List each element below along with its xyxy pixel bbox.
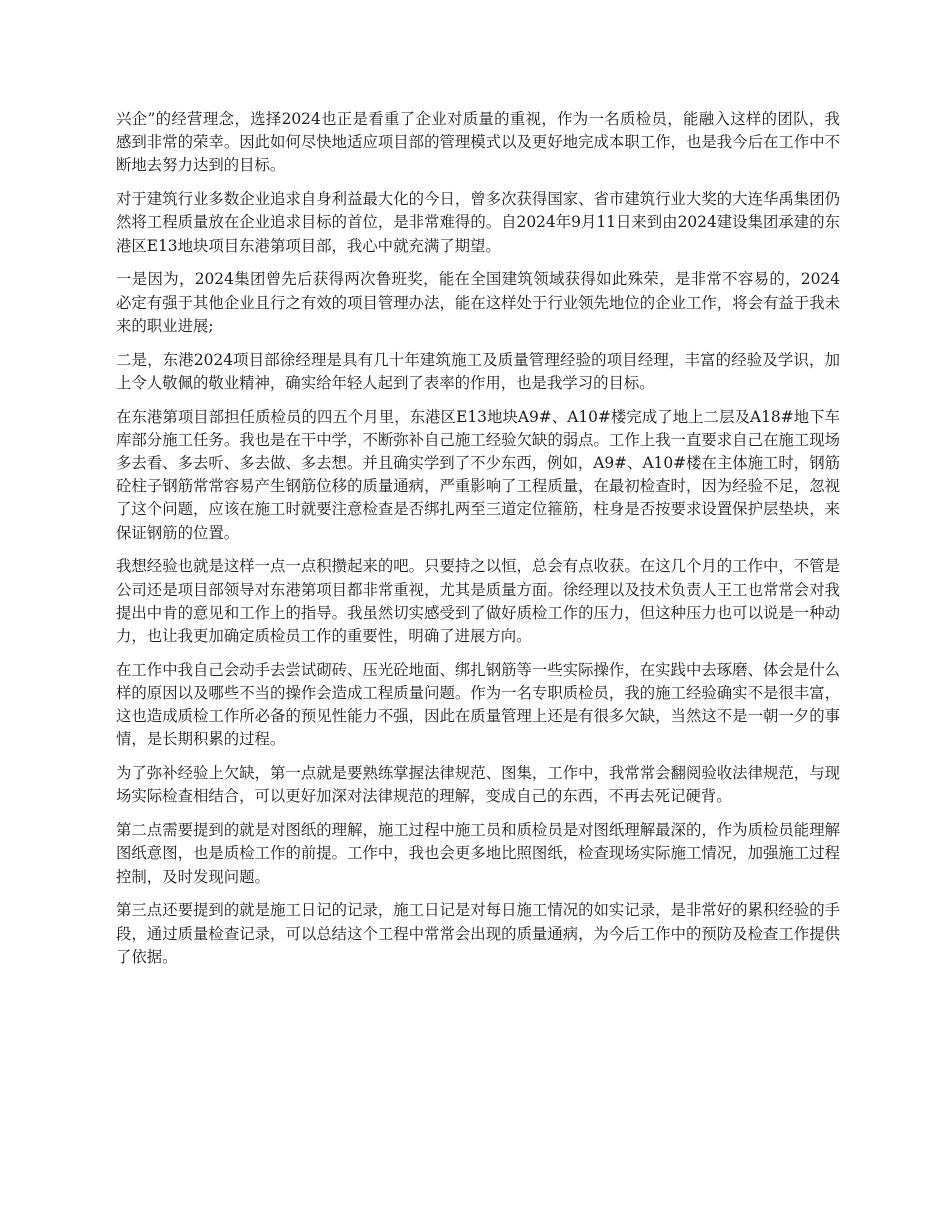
paragraph: 为了弥补经验上欠缺，第一点就是要熟练掌握法律规范、图集，工作中，我常常会翻阅验收法律规范，与现场实际检查相结合，可以更好加深对法律规范的理解，变成自己的东西，不再去死记硬背。 bbox=[116, 764, 840, 806]
paragraph: 对于建筑行业多数企业追求自身利益最大化的今日，曾多次获得国家、省市建筑行业大奖的大连华禹集团仍然将工程质量放在企业追求目标的首位，是非常难得的。自2024年9月11日来到由2024建设集团承建的东港区E13地块项目东港第项目部，我心中就充满了期望。 bbox=[116, 190, 840, 255]
paragraph: 在工作中我自己会动手去尝试砌砖、压光砼地面、绑扎钢筋等一些实际操作，在实践中去琢磨、体会是什么样的原因以及哪些不当的操作会造成工程质量问题。作为一名专职质检员，我的施工经验确实不是很丰富，这也造成质检工作所必备的预见性能力不强，因此在质量管理上还是有很多欠缺，当然这不是一朝一夕的事情，是长期积累的过程。 bbox=[116, 660, 840, 749]
paragraph: 第二点需要提到的就是对图纸的理解，施工过程中施工员和质检员是对图纸理解最深的，作为质检员能理解图纸意图，也是质检工作的前提。工作中，我也会更多地比照图纸，检查现场实际施工情况，加强施工过程控制，及时发现问题。 bbox=[116, 821, 840, 886]
paragraph: 兴企”的经营理念，选择2024也正是看重了企业对质量的重视，作为一名质检员，能融入这样的团队，我感到非常的荣幸。因此如何尽快地适应项目部的管理模式以及更好地完成本职工作，也是我今后在工作中不断地去努力达到的目标。 bbox=[116, 110, 840, 175]
paragraph: 我想经验也就是这样一点一点积攒起来的吧。只要持之以恒，总会有点收获。在这几个月的工作中，不管是公司还是项目部领导对东港第项目都非常重视，尤其是质量方面。徐经理以及技术负责人王工也常常会对我提出中肯的意见和工作上的指导。我虽然切实感受到了做好质检工作的压力，但这种压力也可以说是一种动力，也让我更加确定质检员工作的重要性，明确了进展方向。 bbox=[116, 557, 840, 646]
paragraph: 二是，东港2024项目部徐经理是具有几十年建筑施工及质量管理经验的项目经理，丰富的经验及学识，加上令人敬佩的敬业精神，确实给年轻人起到了表率的作用，也是我学习的目标。 bbox=[116, 350, 840, 392]
paragraph: 在东港第项目部担任质检员的四五个月里，东港区E13地块A9#、A10#楼完成了地上二层及A18#地下车库部分施工任务。我也是在干中学，不断弥补自己施工经验欠缺的弱点。工作上我一直要求自己在施工现场多去看、多去听、多去做、多去想。并且确实学到了不少东西，例如，A9#、A10#楼在主体施工时，钢筋砼柱子钢筋常常容易产生钢筋位移的质量通病，严重影响了工程质量，在最初检查时，因为经验不足，忽视了这个问题，应该在施工时就要注意检查是否绑扎两至三道定位箍筋，柱身是否按要求设置保护层垫块，来保证钢筋的位置。 bbox=[116, 407, 840, 542]
document-body bbox=[116, 108, 840, 980]
paragraph: 第三点还要提到的就是施工日记的记录，施工日记是对每日施工情况的如实记录，是非常好的累积经验的手段，通过质量检查记录，可以总结这个工程中常常会出现的质量通病，为今后工作中的预防及检查工作提供了依据。 bbox=[116, 901, 840, 966]
paragraph: 一是因为，2024集团曾先后获得两次鲁班奖，能在全国建筑领域获得如此殊荣，是非常不容易的，2024必定有强于其他企业且行之有效的项目管理办法，能在这样处于行业领先地位的企业工作，将会有益于我未来的职业进展; bbox=[116, 270, 840, 335]
